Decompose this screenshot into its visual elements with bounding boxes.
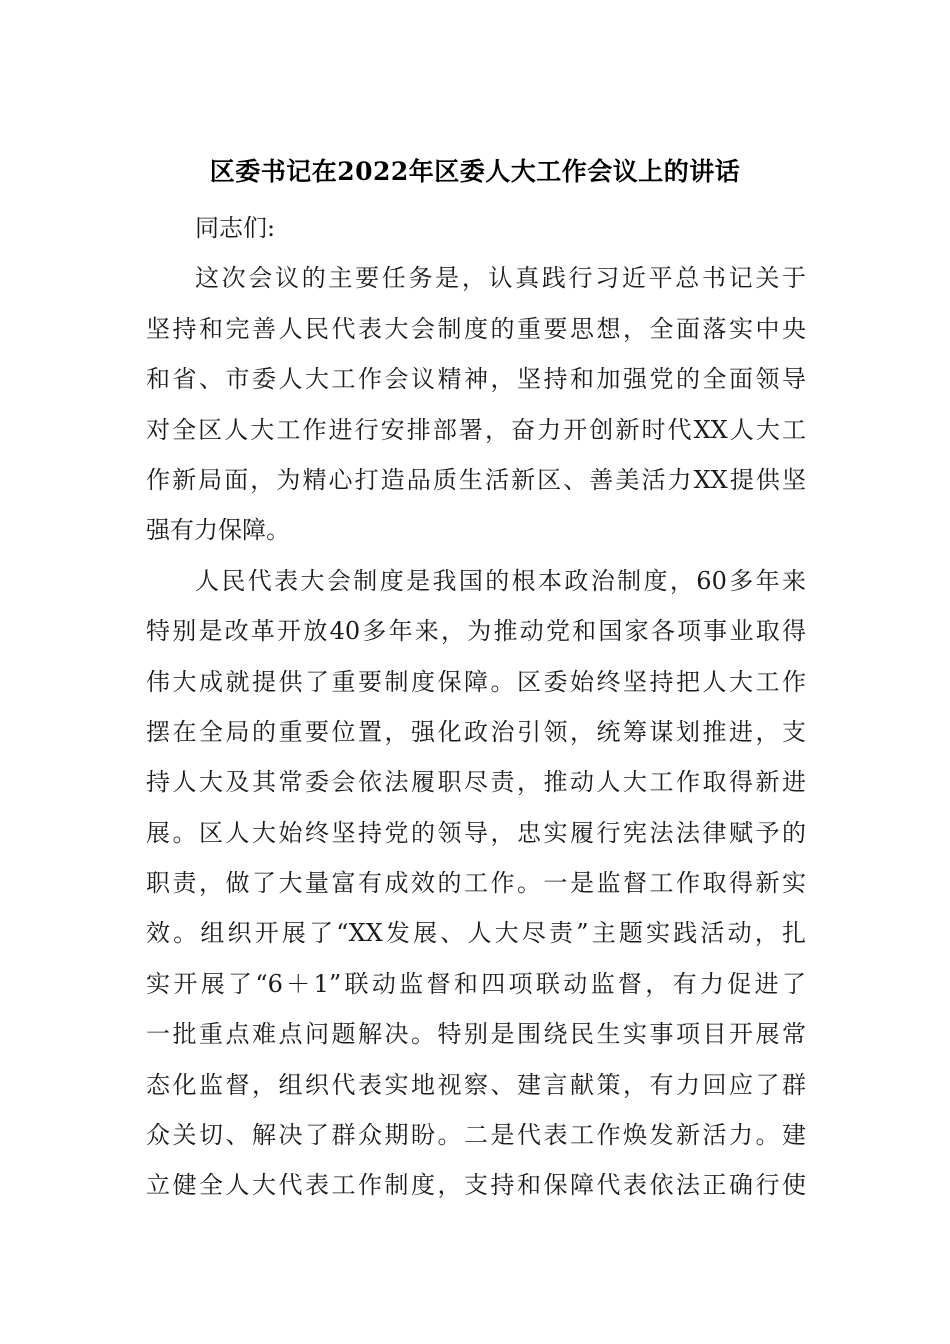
document-title: 区委书记在2022年区委人大工作会议上的讲话 — [209, 157, 741, 186]
paragraph-line: 和省、市委人大工作会议精神，坚持和加强党的全面领导 — [146, 365, 806, 394]
paragraph-line: 强有力保障。 — [146, 516, 290, 545]
paragraph-line: 特别是改革开放40多年来，为推动党和国家各项事业取得 — [146, 617, 806, 646]
paragraph-line: 立健全人大代表工作制度，支持和保障代表依法正确行使 — [146, 1171, 806, 1200]
paragraph-line: 作新局面，为精心打造品质生活新区、善美活力XX提供坚 — [146, 465, 806, 494]
paragraph-line: 持人大及其常委会依法履职尽责，推动人大工作取得新进 — [146, 768, 806, 797]
paragraph-line: 实开展了“6＋1”联动监督和四项联动监督，有力促进了 — [146, 969, 806, 998]
paragraph-line: 效。组织开展了“XX发展、人大尽责”主题实践活动，扎 — [146, 919, 806, 948]
paragraph-line: 一批重点难点问题解决。特别是围绕民生实事项目开展常 — [146, 1020, 806, 1049]
paragraph-line: 人民代表大会制度是我国的根本政治制度，60多年来 — [195, 566, 806, 595]
paragraph-line: 伟大成就提供了重要制度保障。区委始终坚持把人大工作 — [146, 667, 806, 696]
salutation: 同志们: — [195, 214, 276, 242]
paragraph-line: 展。区人大始终坚持党的领导，忠实履行宪法法律赋予的 — [146, 818, 806, 847]
paragraph-line: 众关切、解决了群众期盼。二是代表工作焕发新活力。建 — [146, 1121, 806, 1150]
paragraph-line: 对全区人大工作进行安排部署，奋力开创新时代XX人大工 — [146, 415, 806, 444]
paragraph-line: 坚持和完善人民代表大会制度的重要思想，全面落实中央 — [146, 314, 806, 343]
paragraph-line: 这次会议的主要任务是，认真践行习近平总书记关于 — [195, 264, 806, 293]
paragraph-line: 职责，做了大量富有成效的工作。一是监督工作取得新实 — [146, 869, 806, 898]
document-body — [146, 203, 806, 1211]
paragraph-line: 摆在全局的重要位置，强化政治引领，统筹谋划推进，支 — [146, 717, 806, 746]
paragraph-line: 态化监督，组织代表实地视察、建言献策，有力回应了群 — [146, 1070, 806, 1099]
